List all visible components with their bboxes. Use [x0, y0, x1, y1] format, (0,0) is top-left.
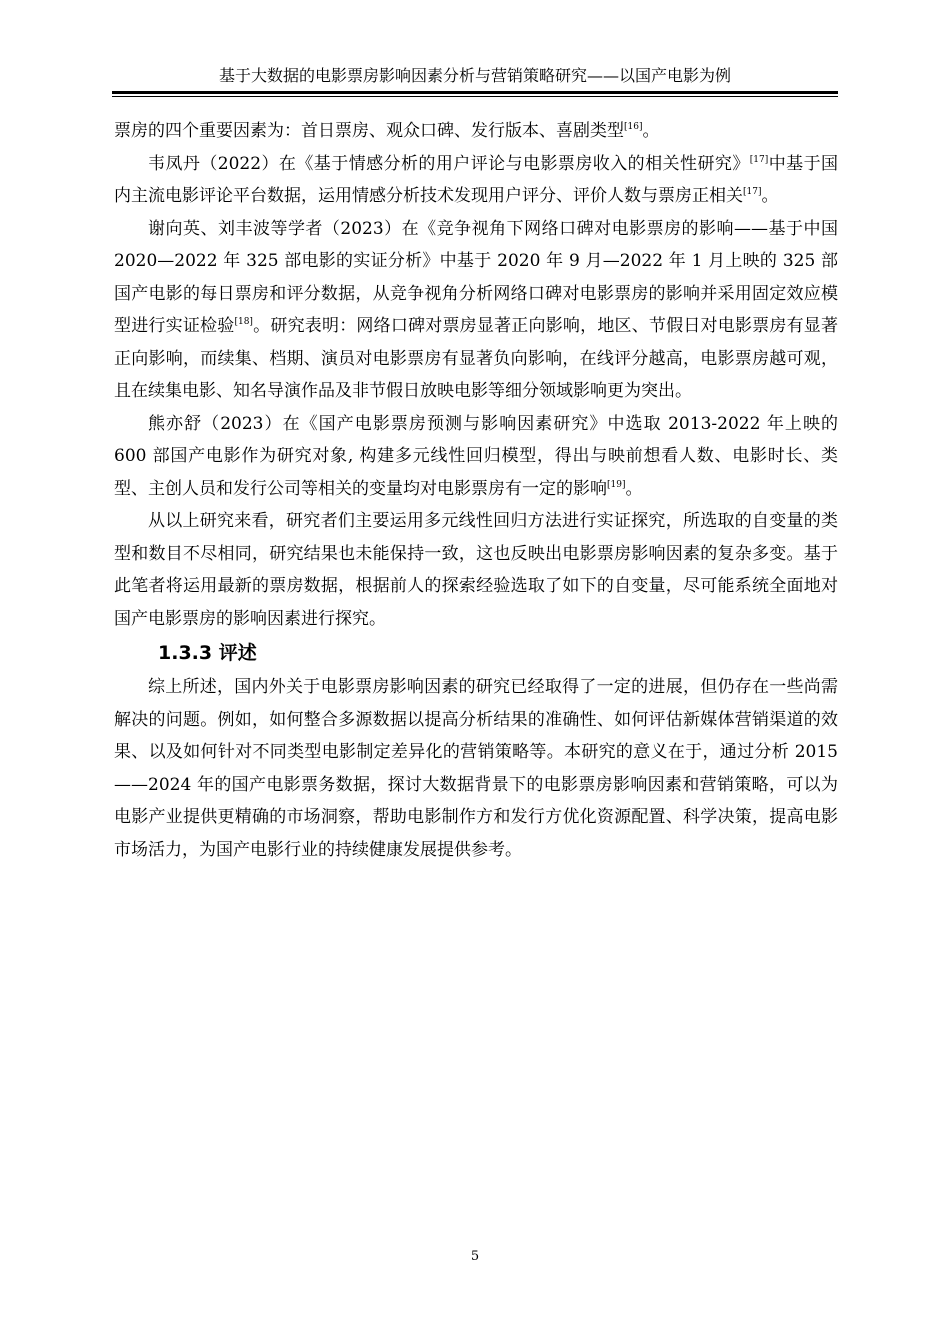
paragraph-2-text-a: 韦凤丹（2022）在《基于情感分析的用户评论与电影票房收入的相关性研究》 — [148, 153, 750, 174]
citation-19: [19] — [607, 479, 626, 490]
paragraph-2-text-c: 。 — [761, 186, 779, 206]
header-rule-thick — [112, 91, 838, 94]
paragraph-1-tail: 。 — [642, 121, 660, 141]
citation-16: [16] — [624, 121, 643, 132]
citation-17b: [17] — [743, 186, 762, 197]
paragraph-3-text-a: 谢向英、刘丰波等学者（2023）在《竞争视角下网络口碑对电影票房的影响——基于中国 2020—2022 年 325 部电影的实证分析》中基于 2020 年 9 月—2022 年 1 月上映的 325 部国产电影的每日票房和评分数据，从竞争视角分析网络口碑对电影票房的影响并采用固定效应模型进行实证检验 — [114, 218, 838, 336]
paragraph-2-text-b: 中基于国内主流电影评论平台数据，运用情感分析技术发现用户评分、评价人数与票房正相关 — [114, 153, 839, 206]
paragraph-3-text-b: 。研究表明：网络口碑对票房显著正向影响，地区、节假日对电影票房有显著正向影响，而续集、档期、演员对电影票房有显著负向影响，在线评分越高，电影票房越可观，且在续集电影、知名导演作品及非节假日放映电影等细分领域影响更为突出。 — [114, 316, 839, 401]
running-header: 基于大数据的电影票房影响因素分析与营销策略研究——以国产电影为例 — [218, 66, 731, 85]
header-rule-thin — [112, 96, 838, 97]
page-number: 5 — [470, 1249, 480, 1264]
paragraph-4 — [114, 408, 838, 506]
citation-18: [18] — [234, 316, 253, 327]
paragraph-6: 综上所述，国内外关于电影票房影响因素的研究已经取得了一定的进展，但仍存在一些尚需解决的问题。例如，如何整合多源数据以提高分析结果的准确性、如何评估新媒体营销渠道的效果、以及如何针对不同类型电影制定差异化的营销策略等。本研究的意义在于，通过分析 2015——2024 年的国产电影票务数据，探讨大数据背景下的电影票房影响因素和营销策略，可以为电影产业提供更精确的市场洞察，帮助电影制作方和发行方优化资源配置、科学决策，提高电影市场活力，为国产电影行业的持续健康发展提供参考。 — [114, 677, 838, 860]
body-text — [114, 115, 838, 866]
paragraph-4-text-b: 。 — [625, 478, 643, 499]
paragraph-1-text: 票房的四个重要因素为：首日票房、观众口碑、发行版本、喜剧类型 — [114, 121, 624, 141]
paragraph-2 — [114, 148, 838, 213]
paragraph-4-text-a: 熊亦舒（2023）在《国产电影票房预测与影响因素研究》中选取 2013-2022 年上映的 600 部国产电影作为研究对象, 构建多元线性回归模型，得出与映前想看人数、电影时长、类型、主创人员和发行公司等相关的变量均对电影票房有一定的影响 — [114, 413, 838, 499]
paragraph-3 — [114, 213, 838, 408]
paragraph-5: 从以上研究来看，研究者们主要运用多元线性回归方法进行实证探究，所选取的自变量的类型和数目不尽相同，研究结果也未能保持一致，这也反映出电影票房影响因素的复杂多变。基于此笔者将运用最新的票房数据，根据前人的探索经验选取了如下的自变量，尽可能系统全面地对国产电影票房的影响因素进行探究。 — [114, 511, 838, 629]
citation-17a: [17] — [749, 154, 769, 165]
section-heading: 1.3.3 评述 — [158, 642, 257, 664]
paragraph-1 — [114, 115, 838, 148]
